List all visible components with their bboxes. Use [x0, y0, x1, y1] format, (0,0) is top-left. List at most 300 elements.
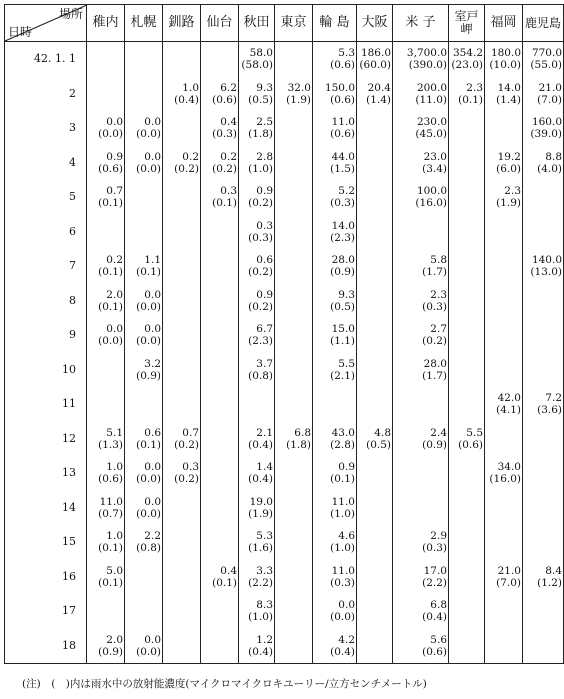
- rainfall-value: 8.8: [545, 150, 562, 163]
- radioactivity-value: (0.0): [136, 335, 161, 348]
- radioactivity-value: (0.0): [136, 507, 161, 520]
- value-cell: [485, 594, 523, 629]
- radioactivity-value: (23.0): [451, 59, 483, 72]
- value-cell: [125, 284, 163, 319]
- rainfall-value: 6.7: [256, 323, 273, 336]
- rainfall-value: 770.0: [531, 47, 562, 60]
- value-cell: [87, 146, 125, 181]
- table-row: [5, 284, 564, 319]
- value-cell: [313, 111, 357, 146]
- rainfall-value: 9.3: [338, 288, 355, 301]
- radioactivity-value: (0.2): [174, 162, 199, 175]
- value-cell: [313, 387, 357, 422]
- value-cell: [201, 422, 239, 457]
- value-cell: [485, 422, 523, 457]
- value-cell: [393, 249, 449, 284]
- value-cell: [275, 249, 313, 284]
- value-cell: [201, 42, 239, 77]
- station-header: 大阪: [357, 5, 393, 42]
- rainfall-value: 2.3: [466, 81, 483, 94]
- rainfall-value: 4.2: [338, 633, 355, 646]
- value-cell: [87, 353, 125, 388]
- value-cell: [87, 491, 125, 526]
- station-header: 室戸岬: [449, 5, 485, 42]
- table-row: [5, 629, 564, 664]
- table-row: [5, 215, 564, 250]
- station-header: 札幌: [125, 5, 163, 42]
- radioactivity-value: (0.1): [458, 93, 483, 106]
- value-cell: [393, 42, 449, 77]
- value-cell: [163, 215, 201, 250]
- value-cell: [313, 42, 357, 77]
- rainfall-value: 3.2: [144, 357, 161, 370]
- radioactivity-value: (0.4): [248, 473, 273, 486]
- radioactivity-value: (0.9): [422, 438, 447, 451]
- value-cell: [357, 525, 393, 560]
- value-cell: [485, 111, 523, 146]
- value-cell: [449, 456, 485, 491]
- rainfall-value: 0.2: [106, 254, 123, 267]
- value-cell: [449, 560, 485, 595]
- rainfall-value: 0.0: [106, 323, 123, 336]
- rainfall-value: 2.2: [144, 530, 161, 543]
- value-cell: [523, 560, 564, 595]
- value-cell: [239, 491, 275, 526]
- radioactivity-value: (1.0): [330, 542, 355, 555]
- rainfall-value: 2.4: [430, 426, 447, 439]
- value-cell: [357, 629, 393, 664]
- rainfall-value: 4.6: [338, 530, 355, 543]
- rainfall-value: 14.0: [331, 219, 355, 232]
- radioactivity-value: (1.7): [422, 369, 447, 382]
- station-header: 米 子: [393, 5, 449, 42]
- value-cell: [163, 77, 201, 112]
- value-cell: [485, 491, 523, 526]
- table-row: [5, 318, 564, 353]
- value-cell: [449, 42, 485, 77]
- value-cell: [485, 456, 523, 491]
- value-cell: [275, 560, 313, 595]
- value-cell: [239, 629, 275, 664]
- rainfall-value: 0.3: [220, 185, 237, 198]
- rainfall-value: 3.7: [256, 357, 273, 370]
- date-cell: 6: [5, 215, 87, 250]
- rainfall-value: 42.0: [497, 392, 521, 405]
- value-cell: [125, 422, 163, 457]
- radioactivity-value: (0.2): [422, 335, 447, 348]
- value-cell: [485, 525, 523, 560]
- value-cell: [393, 456, 449, 491]
- rainfall-value: 6.2: [220, 81, 237, 94]
- radioactivity-value: (10.0): [489, 59, 521, 72]
- value-cell: [523, 422, 564, 457]
- value-cell: [275, 111, 313, 146]
- value-cell: [163, 387, 201, 422]
- value-cell: [393, 525, 449, 560]
- corner-label-location: 場所: [58, 7, 83, 21]
- value-cell: [449, 180, 485, 215]
- value-cell: [313, 491, 357, 526]
- value-cell: [275, 594, 313, 629]
- radioactivity-value: (0.6): [330, 93, 355, 106]
- rainfall-value: 0.9: [106, 150, 123, 163]
- value-cell: [87, 318, 125, 353]
- radioactivity-value: (0.0): [136, 645, 161, 658]
- date-cell: 3: [5, 111, 87, 146]
- value-cell: [523, 249, 564, 284]
- rainfall-value: 2.0: [106, 633, 123, 646]
- radioactivity-value: (0.1): [136, 438, 161, 451]
- value-cell: [163, 180, 201, 215]
- value-cell: [485, 180, 523, 215]
- radioactivity-value: (1.0): [248, 162, 273, 175]
- radioactivity-value: (16.0): [489, 473, 521, 486]
- rainfall-value: 11.0: [331, 495, 355, 508]
- value-cell: [449, 387, 485, 422]
- rainfall-value: 2.0: [106, 288, 123, 301]
- radioactivity-value: (0.5): [330, 300, 355, 313]
- value-cell: [201, 284, 239, 319]
- radioactivity-value: (1.7): [422, 266, 447, 279]
- radioactivity-value: (0.0): [136, 473, 161, 486]
- value-cell: [393, 318, 449, 353]
- radioactivity-value: (0.1): [98, 542, 123, 555]
- value-cell: [125, 387, 163, 422]
- radioactivity-value: (0.9): [330, 266, 355, 279]
- radioactivity-value: (0.1): [330, 473, 355, 486]
- rainfall-value: 2.8: [256, 150, 273, 163]
- rainfall-value: 28.0: [423, 357, 447, 370]
- value-cell: [485, 215, 523, 250]
- station-header: 鹿児島: [523, 5, 564, 42]
- value-cell: [357, 111, 393, 146]
- rainfall-value: 0.0: [144, 150, 161, 163]
- rainfall-value: 1.0: [106, 530, 123, 543]
- value-cell: [125, 77, 163, 112]
- table-row: [5, 422, 564, 457]
- rainfall-value: 34.0: [497, 461, 521, 474]
- value-cell: [523, 215, 564, 250]
- radioactivity-value: (0.1): [98, 197, 123, 210]
- date-cell: 42. 1. 1: [5, 42, 87, 77]
- rainfall-value: 0.0: [144, 288, 161, 301]
- value-cell: [125, 456, 163, 491]
- table-row: [5, 77, 564, 112]
- rainfall-value: 11.0: [331, 116, 355, 129]
- value-cell: [485, 146, 523, 181]
- value-cell: [449, 111, 485, 146]
- radioactivity-value: (1.0): [248, 611, 273, 624]
- value-cell: [393, 491, 449, 526]
- rainfall-value: 17.0: [423, 564, 447, 577]
- value-cell: [357, 456, 393, 491]
- date-cell: 14: [5, 491, 87, 526]
- value-cell: [239, 42, 275, 77]
- value-cell: [449, 491, 485, 526]
- value-cell: [125, 180, 163, 215]
- radioactivity-value: (1.5): [330, 162, 355, 175]
- radioactivity-value: (0.6): [212, 93, 237, 106]
- rainfall-value: 0.6: [144, 426, 161, 439]
- value-cell: [485, 629, 523, 664]
- radioactivity-value: (0.3): [330, 576, 355, 589]
- rainfall-value: 230.0: [416, 116, 447, 129]
- rainfall-value: 7.2: [545, 392, 562, 405]
- value-cell: [275, 387, 313, 422]
- radioactivity-value: (0.0): [136, 128, 161, 141]
- value-cell: [485, 42, 523, 77]
- date-cell: 17: [5, 594, 87, 629]
- value-cell: [275, 42, 313, 77]
- value-cell: [201, 146, 239, 181]
- radioactivity-value: (0.1): [212, 576, 237, 589]
- rainfall-value: 9.3: [256, 81, 273, 94]
- value-cell: [313, 180, 357, 215]
- radioactivity-value: (7.0): [537, 93, 562, 106]
- value-cell: [125, 146, 163, 181]
- date-cell: 9: [5, 318, 87, 353]
- rainfall-value: 180.0: [490, 47, 521, 60]
- radioactivity-value: (0.0): [136, 300, 161, 313]
- rainfall-value: 3.3: [256, 564, 273, 577]
- value-cell: [357, 387, 393, 422]
- radioactivity-value: (60.0): [359, 59, 391, 72]
- value-cell: [393, 387, 449, 422]
- radioactivity-value: (1.9): [496, 197, 521, 210]
- rainfall-value: 0.7: [106, 185, 123, 198]
- value-cell: [163, 318, 201, 353]
- radioactivity-value: (7.0): [496, 576, 521, 589]
- radioactivity-value: (2.1): [330, 369, 355, 382]
- radioactivity-value: (0.1): [98, 576, 123, 589]
- value-cell: [87, 77, 125, 112]
- value-cell: [163, 42, 201, 77]
- value-cell: [87, 111, 125, 146]
- value-cell: [201, 353, 239, 388]
- value-cell: [449, 525, 485, 560]
- rainfall-value: 0.4: [220, 116, 237, 129]
- value-cell: [239, 284, 275, 319]
- value-cell: [87, 215, 125, 250]
- value-cell: [275, 180, 313, 215]
- rainfall-value: 1.2: [256, 633, 273, 646]
- value-cell: [523, 284, 564, 319]
- table-row: [5, 525, 564, 560]
- radioactivity-value: (6.0): [496, 162, 521, 175]
- rainfall-value: 0.0: [144, 323, 161, 336]
- value-cell: [449, 146, 485, 181]
- radioactivity-value: (0.0): [330, 611, 355, 624]
- radioactivity-value: (0.6): [458, 438, 483, 451]
- table-row: [5, 180, 564, 215]
- value-cell: [313, 456, 357, 491]
- value-cell: [239, 146, 275, 181]
- value-cell: [313, 629, 357, 664]
- value-cell: [357, 284, 393, 319]
- date-cell: 10: [5, 353, 87, 388]
- corner-header: [5, 5, 87, 42]
- rainfall-value: 100.0: [416, 185, 447, 198]
- value-cell: [239, 422, 275, 457]
- value-cell: [163, 422, 201, 457]
- radioactivity-value: (0.6): [98, 162, 123, 175]
- value-cell: [201, 594, 239, 629]
- rainfall-value: 2.3: [430, 288, 447, 301]
- value-cell: [275, 629, 313, 664]
- value-cell: [201, 629, 239, 664]
- table-row: [5, 594, 564, 629]
- radioactivity-value: (0.2): [212, 162, 237, 175]
- value-cell: [239, 215, 275, 250]
- rainfall-value: 0.3: [256, 219, 273, 232]
- radioactivity-value: (0.6): [330, 59, 355, 72]
- value-cell: [163, 491, 201, 526]
- date-cell: 15: [5, 525, 87, 560]
- value-cell: [449, 629, 485, 664]
- rainfall-value: 28.0: [331, 254, 355, 267]
- radioactivity-value: (0.1): [136, 266, 161, 279]
- value-cell: [163, 560, 201, 595]
- rainfall-value: 5.0: [106, 564, 123, 577]
- rainfall-value: 0.7: [182, 426, 199, 439]
- radioactivity-value: (0.3): [330, 197, 355, 210]
- rainfall-value: 5.8: [430, 254, 447, 267]
- value-cell: [239, 77, 275, 112]
- value-cell: [449, 353, 485, 388]
- value-cell: [87, 249, 125, 284]
- rainfall-value: 19.2: [497, 150, 521, 163]
- date-cell: 13: [5, 456, 87, 491]
- radioactivity-value: (1.8): [286, 438, 311, 451]
- rainfall-value: 0.0: [144, 633, 161, 646]
- radioactivity-value: (0.3): [212, 128, 237, 141]
- value-cell: [239, 560, 275, 595]
- radioactivity-value: (0.6): [422, 645, 447, 658]
- rainfall-value: 2.5: [256, 116, 273, 129]
- radioactivity-value: (0.2): [248, 266, 273, 279]
- rainfall-value: 0.0: [144, 116, 161, 129]
- value-cell: [357, 180, 393, 215]
- radioactivity-value: (0.0): [98, 128, 123, 141]
- radioactivity-value: (1.6): [248, 542, 273, 555]
- value-cell: [449, 422, 485, 457]
- radioactivity-value: (58.0): [241, 59, 273, 72]
- radioactivity-value: (0.5): [366, 438, 391, 451]
- radioactivity-value: (0.4): [248, 645, 273, 658]
- rainfall-value: 5.5: [466, 426, 483, 439]
- rainfall-value: 21.0: [497, 564, 521, 577]
- rainfall-value: 354.2: [452, 47, 483, 60]
- value-cell: [239, 249, 275, 284]
- value-cell: [239, 594, 275, 629]
- rainfall-value: 11.0: [99, 495, 123, 508]
- radioactivity-value: (0.5): [248, 93, 273, 106]
- radioactivity-value: (1.0): [330, 507, 355, 520]
- radioactivity-value: (1.1): [330, 335, 355, 348]
- rainfall-value: 58.0: [249, 47, 273, 60]
- value-cell: [163, 353, 201, 388]
- value-cell: [201, 318, 239, 353]
- rainfall-value: 1.1: [144, 254, 161, 267]
- value-cell: [523, 146, 564, 181]
- rainfall-value: 8.3: [256, 599, 273, 612]
- rainfall-value: 2.1: [256, 426, 273, 439]
- radioactivity-value: (0.4): [174, 93, 199, 106]
- date-cell: 7: [5, 249, 87, 284]
- value-cell: [523, 525, 564, 560]
- rainfall-value: 4.8: [374, 426, 391, 439]
- rainfall-value: 2.3: [504, 185, 521, 198]
- table-row: [5, 146, 564, 181]
- radioactivity-value: (1.9): [248, 507, 273, 520]
- value-cell: [313, 284, 357, 319]
- value-cell: [239, 111, 275, 146]
- value-cell: [163, 146, 201, 181]
- value-cell: [313, 560, 357, 595]
- value-cell: [393, 215, 449, 250]
- radioactivity-value: (2.3): [248, 335, 273, 348]
- value-cell: [239, 353, 275, 388]
- value-cell: [313, 353, 357, 388]
- value-cell: [313, 249, 357, 284]
- rainfall-value: 20.4: [367, 81, 391, 94]
- radioactivity-value: (2.8): [330, 438, 355, 451]
- rainfall-value: 15.0: [331, 323, 355, 336]
- table-row: [5, 353, 564, 388]
- value-cell: [485, 353, 523, 388]
- value-cell: [393, 560, 449, 595]
- radioactivity-value: (0.0): [136, 162, 161, 175]
- value-cell: [393, 629, 449, 664]
- rainfall-value: 0.9: [256, 185, 273, 198]
- value-cell: [313, 422, 357, 457]
- value-cell: [393, 284, 449, 319]
- value-cell: [275, 525, 313, 560]
- rainfall-value: 1.4: [256, 461, 273, 474]
- value-cell: [357, 353, 393, 388]
- radioactivity-value: (0.3): [422, 300, 447, 313]
- rainfall-value: 0.0: [144, 461, 161, 474]
- radioactivity-value: (55.0): [530, 59, 562, 72]
- rainfall-value: 186.0: [360, 47, 391, 60]
- value-cell: [357, 42, 393, 77]
- value-cell: [125, 491, 163, 526]
- value-cell: [125, 629, 163, 664]
- rainfall-value: 5.2: [338, 185, 355, 198]
- date-cell: 5: [5, 180, 87, 215]
- value-cell: [357, 249, 393, 284]
- value-cell: [313, 594, 357, 629]
- rainfall-value: 8.4: [545, 564, 562, 577]
- value-cell: [275, 318, 313, 353]
- radioactivity-value: (1.9): [286, 93, 311, 106]
- radioactivity-value: (390.0): [408, 59, 447, 72]
- rainfall-radioactivity-table: [4, 4, 564, 664]
- value-cell: [523, 629, 564, 664]
- value-cell: [523, 456, 564, 491]
- value-cell: [393, 180, 449, 215]
- value-cell: [163, 525, 201, 560]
- radioactivity-value: (13.0): [530, 266, 562, 279]
- value-cell: [125, 249, 163, 284]
- value-cell: [275, 77, 313, 112]
- value-cell: [275, 284, 313, 319]
- value-cell: [393, 594, 449, 629]
- rainfall-value: 150.0: [324, 81, 355, 94]
- value-cell: [357, 422, 393, 457]
- value-cell: [125, 525, 163, 560]
- rainfall-value: 6.8: [430, 599, 447, 612]
